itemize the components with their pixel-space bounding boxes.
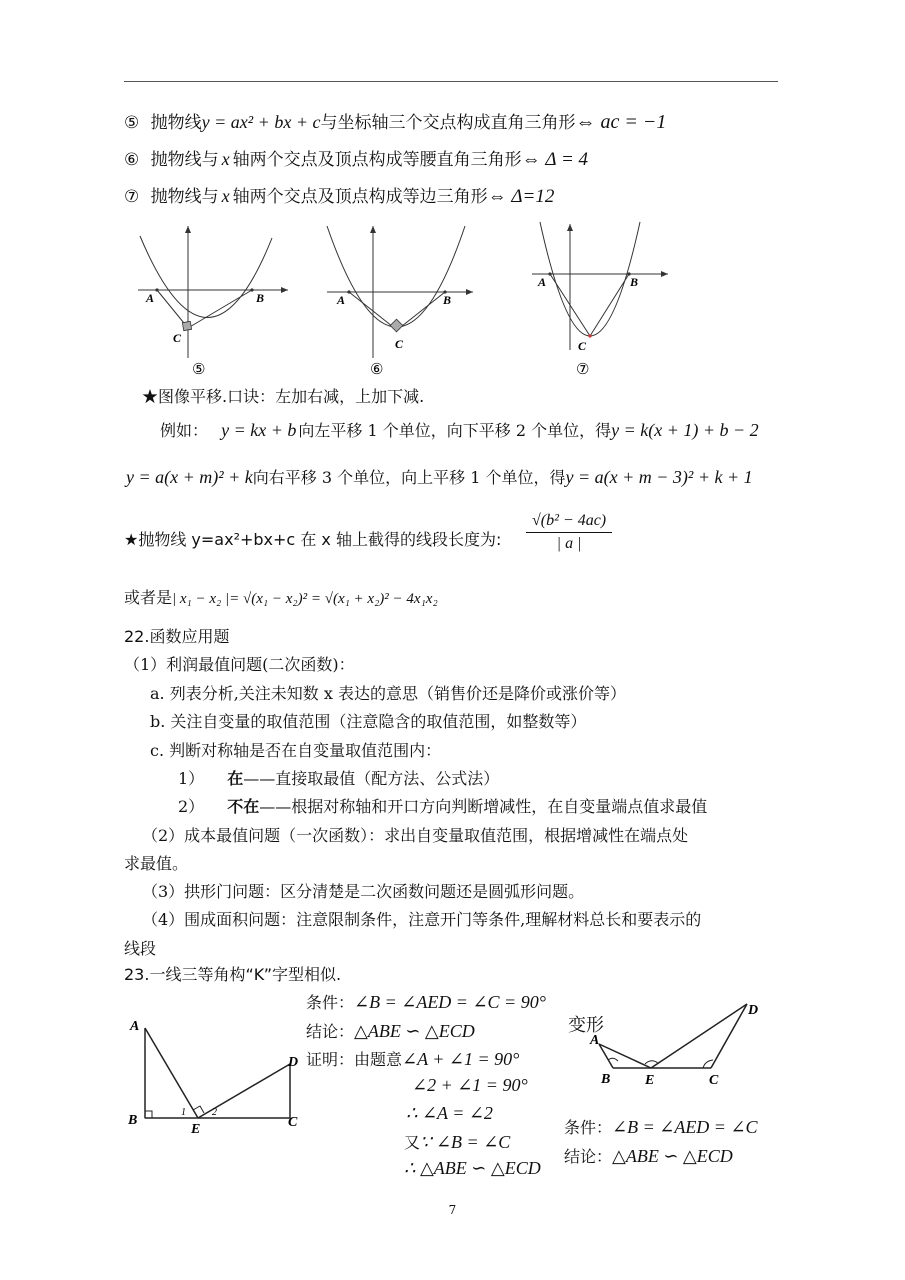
parabola-curve — [540, 222, 640, 336]
s22-line-1: （1）利润最值问题(二次函数)： — [124, 655, 355, 674]
segment-fraction: $\frac{\text{√(b² − 4ac)}}{| a |}$ — [526, 512, 612, 553]
k-condition-1: 条件：∠B = ∠AED = ∠C = 90° — [306, 992, 546, 1012]
fig2-label-d: D — [748, 1003, 759, 1018]
fig1-label-e: E — [191, 1122, 201, 1137]
label-b: B — [630, 275, 639, 289]
s23-title: 23.一线三等角构“K”字型相似. — [124, 965, 342, 984]
s22-line-a: a. 列表分析,关注未知数 x 表达的意思（销售价还是降价或涨价等） — [150, 684, 626, 703]
parabola-figure-5 — [138, 226, 288, 358]
fig2-label-b: B — [601, 1072, 611, 1087]
caption-7: ⑦ — [576, 362, 590, 378]
item-6: ⑥ 抛物线与 x 轴两个交点及顶点构成等腰直角三角形⇔ Δ = 4 — [124, 149, 589, 170]
fig1-label-b: B — [128, 1113, 138, 1128]
variant-label: 变形 — [568, 1015, 604, 1036]
k-proof-3: ∴ ∠A = ∠2 — [406, 1103, 493, 1123]
label-b: B — [256, 291, 265, 305]
s22-line-4a: （4）围成面积问题：注意限制条件，注意开门等条件,理解材料总长和要表示的 — [142, 910, 702, 929]
s22-line-b: b. 关注自变量的取值范围（注意隐含的取值范围，如整数等） — [150, 712, 587, 731]
s22-line-3: （3）拱形门问题：区分清楚是二次函数问题还是圆弧形问题。 — [142, 882, 585, 901]
parabola-figure-6 — [327, 226, 473, 358]
fig2-label-c: C — [709, 1073, 719, 1088]
k-figure-variant — [585, 996, 765, 1091]
k-figure-right-angle — [124, 1016, 309, 1138]
fig1-label-c: C — [288, 1115, 298, 1130]
label-c: C — [173, 331, 182, 345]
k-conclusion-2: 结论：△ABE ∽ △ECD — [564, 1146, 733, 1166]
caption-5: ⑤ — [192, 362, 206, 378]
parabola-curve — [140, 236, 272, 318]
fig1-label-d: D — [288, 1055, 299, 1070]
parabola-figures — [130, 218, 690, 380]
k-conclusion-1: 结论：△ABE ∽ △ECD — [306, 1021, 475, 1041]
segment-alt: 或者是| x₁ − x₂ |= √(x₁ − x₂)² = √(x₁ + x₂)² − 4x₁x₂ — [124, 588, 438, 607]
shift-title: ★图像平移.口诀：左加右减，上加下减. — [142, 387, 425, 406]
s22-line-c: c. 判断对称轴是否在自变量取值范围内： — [150, 741, 442, 760]
shift-example-2: y = a(x + m)² + k向右平移 3 个单位，向上平移 1 个单位，得y = a(x + m − 3)² + k + 1 — [126, 467, 753, 487]
item-5: ⑤ 抛物线y = ax² + bx + c与坐标轴三个交点构成直角三角形⇔ ac = −1 — [124, 111, 667, 133]
label-a: A — [146, 291, 155, 305]
label-b: B — [443, 293, 452, 307]
label-c: C — [395, 337, 404, 351]
s22-line-2b: 求最值。 — [124, 854, 189, 873]
label-c: C — [578, 339, 587, 353]
s22-line-c2: 2） 不在——根据对称轴和开口方向判断增减性，在自变量端点值求最值 — [178, 797, 708, 816]
parabola-figure-7 — [532, 222, 668, 353]
s22-line-c1: 1） 在——直接取最值（配方法、公式法） — [178, 769, 500, 788]
fig2-label-e: E — [645, 1073, 655, 1088]
label-a: A — [538, 275, 547, 289]
fig1-angle-1: 1 — [181, 1107, 186, 1118]
fig2-label-a: A — [590, 1033, 600, 1048]
parabola-curve — [327, 226, 465, 327]
k-proof-2: ∠2 + ∠1 = 90° — [412, 1075, 528, 1095]
item-7: ⑦ 抛物线与 x 轴两个交点及顶点构成等边三角形⇔ Δ=12 — [124, 186, 555, 207]
label-a: A — [337, 293, 346, 307]
header-rule — [124, 81, 778, 82]
s22-line-2a: （2）成本最值问题（一次函数）：求出自变量取值范围，根据增减性在端点处 — [142, 826, 689, 845]
segment-text: ★抛物线 y=ax²+bx+c 在 x 轴上截得的线段长度为: — [124, 530, 502, 549]
k-condition-2: 条件：∠B = ∠AED = ∠C — [564, 1117, 758, 1137]
caption-6: ⑥ — [370, 362, 384, 378]
k-proof-1: 证明：由题意∠A + ∠1 = 90° — [306, 1049, 520, 1069]
k-proof-5: ∴ △ABE ∽ △ECD — [404, 1158, 541, 1178]
shift-example-1: 例如： y = kx + b 向左平移 1 个单位，向下平移 2 个单位，得y = k(x + 1) + b − 2 — [160, 420, 759, 440]
k-proof-4: 又∵ ∠B = ∠C — [404, 1132, 511, 1152]
s22-line-4b: 线段 — [124, 939, 157, 958]
s22-title: 22.函数应用题 — [124, 627, 230, 646]
fig1-angle-2: 2 — [212, 1107, 217, 1118]
page-number: 7 — [448, 1203, 457, 1217]
fig1-label-a: A — [130, 1019, 140, 1034]
